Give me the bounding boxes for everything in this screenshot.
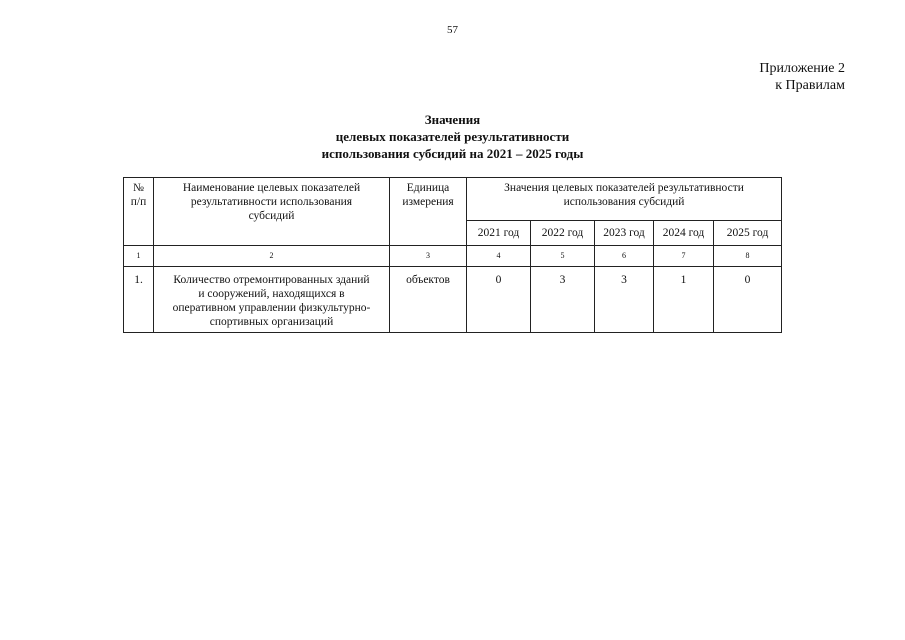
row-name-line-2: и сооружений, находящихся в [198,288,345,300]
appendix-line-2: к Правилам [775,78,845,93]
row-indicator-name [154,267,390,333]
appendix-note [759,60,845,94]
row-name-line-3: оперативном управлении физкультурно- [172,302,371,314]
column-number: 5 [531,246,595,267]
header-year: 2021 год [467,221,531,246]
column-number: 3 [390,246,467,267]
title-line-3: использования субсидий на 2021 – 2025 годы [321,146,584,161]
row-name-line-4: спортивных организаций [209,316,334,328]
column-number: 2 [154,246,390,267]
table-row [124,267,782,333]
row-value-2022: 3 [531,267,595,333]
row-value-2025: 0 [714,267,782,333]
header-num-line-2: п/п [130,196,147,208]
header-year: 2025 год [714,221,782,246]
header-num [124,178,154,246]
header-year: 2023 год [595,221,654,246]
row-value-2023: 3 [595,267,654,333]
header-year: 2022 год [531,221,595,246]
title-line-1: Значения [424,112,481,127]
header-name-line-3: субсидий [248,210,295,222]
appendix-line-1: Приложение 2 [759,61,845,76]
header-values-line-2: использования субсидий [563,196,685,208]
row-value-2021: 0 [467,267,531,333]
title-line-2: целевых показателей результативности [335,129,570,144]
indicators-table [123,177,782,333]
header-name [154,178,390,246]
page-number: 57 [447,24,458,36]
row-name-line-1: Количество отремонтированных зданий [173,274,370,286]
document-title [0,111,905,162]
table-column-numbers-row [124,246,782,267]
header-unit-line-1: Единица [406,182,450,194]
column-number: 6 [595,246,654,267]
row-num: 1. [124,267,154,333]
column-number: 4 [467,246,531,267]
header-num-line-1: № [133,182,144,194]
header-year: 2024 год [654,221,714,246]
row-value-2024: 1 [654,267,714,333]
header-name-line-1: Наименование целевых показателей [182,182,361,194]
header-unit [390,178,467,246]
header-name-line-2: результативности использования [190,196,353,208]
column-number: 7 [654,246,714,267]
header-values-line-1: Значения целевых показателей результативности [504,182,744,194]
header-values-group [467,178,782,221]
header-unit-line-2: измерения [402,196,454,208]
column-number: 1 [124,246,154,267]
row-unit: объектов [390,267,467,333]
column-number: 8 [714,246,782,267]
table-header-row [124,178,782,221]
